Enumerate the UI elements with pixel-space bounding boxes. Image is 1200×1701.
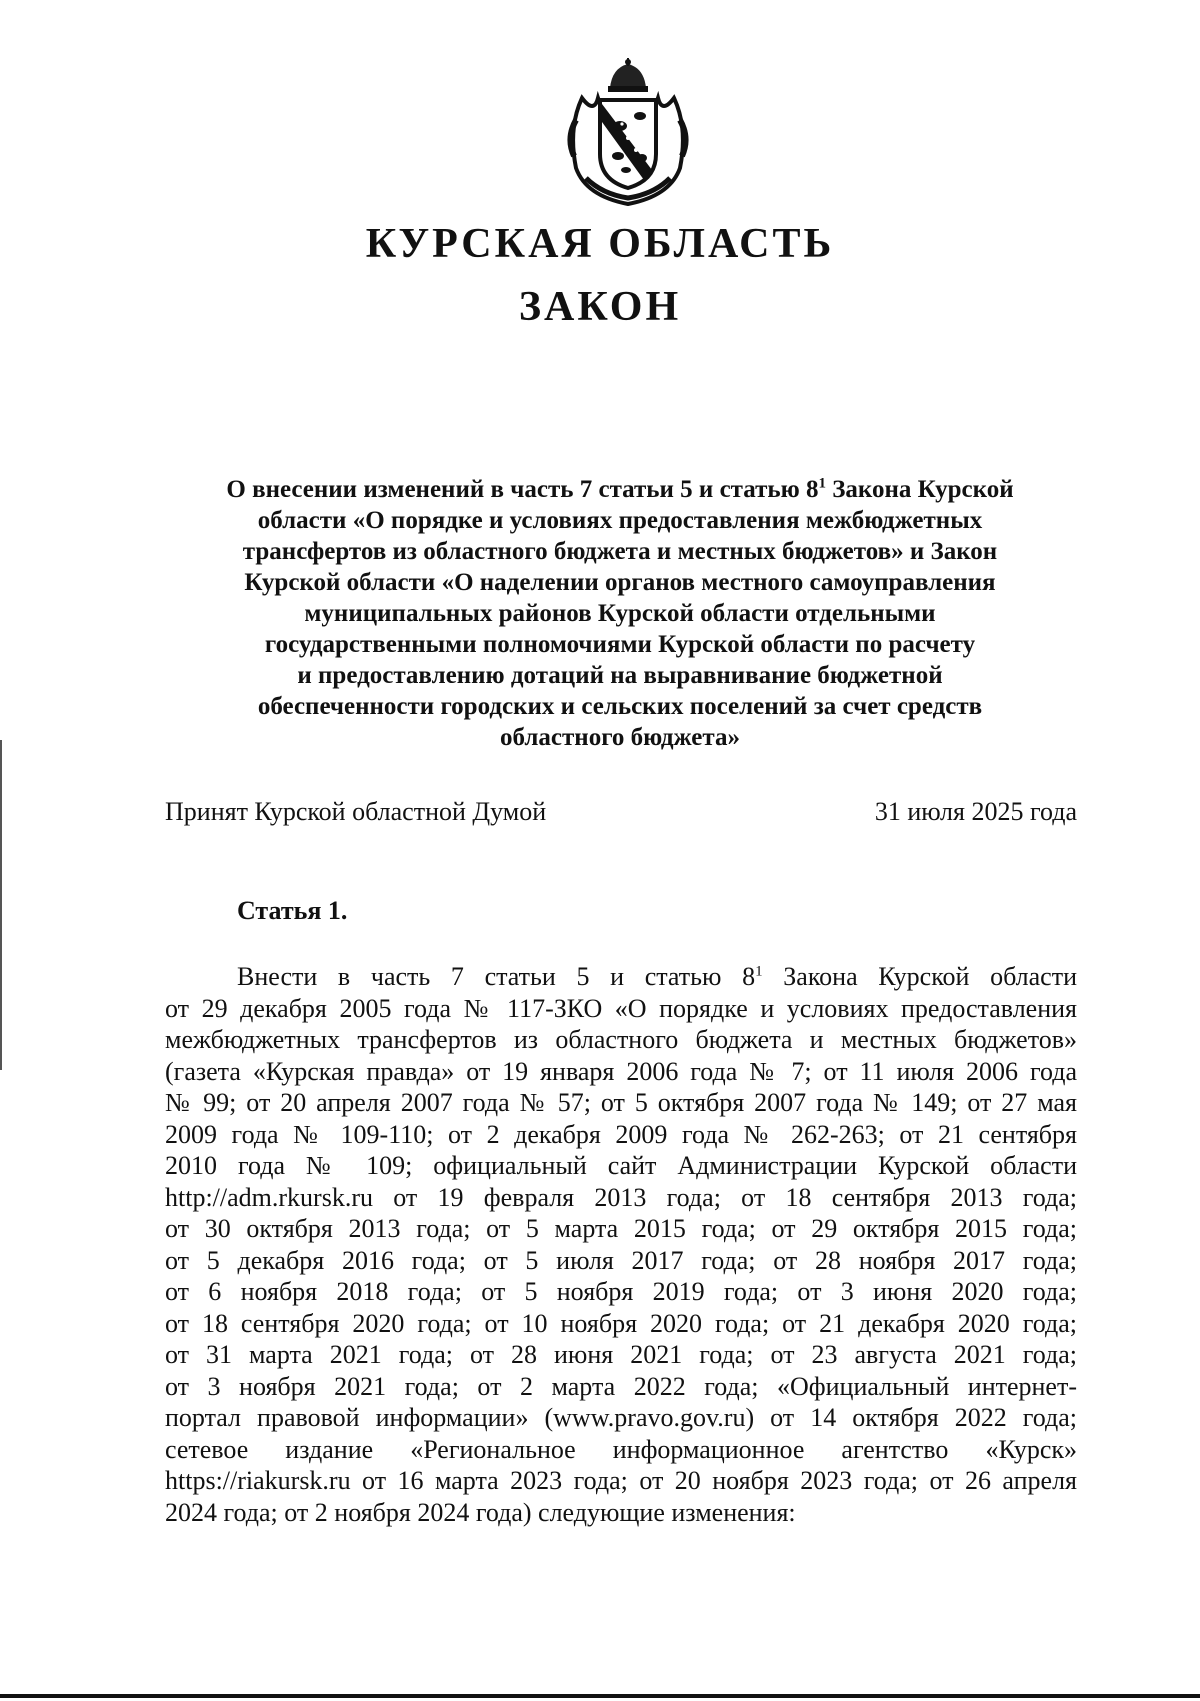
document-type-title: ЗАКОН <box>518 284 682 330</box>
kursk-coat-of-arms-icon <box>562 58 694 208</box>
adoption-line <box>165 797 1077 827</box>
scan-edge-left <box>0 740 2 1070</box>
body-line: (газета «Курская правда» от 19 января 2006 года № 7; от 11 июля 2006 года <box>165 1056 1077 1086</box>
body-line: 2009 года № 109-110; от 2 декабря 2009 года № 262-263; от 21 сентября <box>165 1119 1077 1149</box>
body-line: https://riakursk.ru от 16 марта 2023 года; от 20 ноября 2023 года; от 26 апреля <box>165 1466 1077 1495</box>
body-line: межбюджетных трансфертов из областного бюджета и местных бюджетов» <box>165 1025 1077 1054</box>
body-line: портал правовой информации» (www.pravo.gov.ru) от 14 октября 2022 года; <box>165 1403 1077 1432</box>
body-line: Внести в часть 7 статьи 5 и статью $8^1$ Закона Курской области <box>237 962 1077 991</box>
body-line: сетевое издание «Региональное информационное агентство «Курск» <box>165 1434 1077 1464</box>
body-line: от 29 декабря 2005 года № 117-ЗКО «О порядке и условиях предоставления <box>165 993 1077 1023</box>
adopted-by-text: Принят Курской областной Думой <box>165 797 547 826</box>
article-1-body <box>165 961 1077 1528</box>
law-heading <box>160 474 1080 753</box>
body-line: от 18 сентября 2020 года; от 10 ноября 2020 года; от 21 декабря 2020 года; <box>165 1308 1077 1338</box>
law-heading-line: Курской области «О наделении органов местного самоуправления <box>244 569 996 596</box>
law-heading-line: обеспеченности городских и сельских поселений за счет средств <box>257 693 983 720</box>
law-heading-line: государственными полномочиями Курской области по расчету <box>264 631 976 658</box>
law-heading-line: области «О порядке и условиях предоставления межбюджетных <box>257 507 983 534</box>
scan-edge-bottom <box>0 1694 1200 1698</box>
law-heading-line: и предоставлению дотаций на выравнивание бюджетной <box>297 662 943 689</box>
law-heading-line: О внесении изменений в часть 7 статьи 5 и статью $8^1$ Закона Курской <box>226 475 1014 503</box>
body-line: от 30 октября 2013 года; от 5 марта 2015 года; от 29 октября 2015 года; <box>165 1214 1077 1243</box>
law-heading-line: областного бюджета» <box>500 724 740 751</box>
body-line: № 99; от 20 апреля 2007 года № 57; от 5 октября 2007 года № 149; от 27 мая <box>165 1088 1077 1117</box>
adoption-date: 31 июля 2025 года <box>874 797 1077 826</box>
law-heading-line: трансфертов из областного бюджета и местных бюджетов» и Закон <box>242 538 998 565</box>
body-line: от 3 ноября 2021 года; от 2 марта 2022 года; «Официальный интернет- <box>165 1371 1077 1401</box>
body-line: 2024 года; от 2 ноября 2024 года) следующие изменения: <box>165 1497 796 1527</box>
body-line: http://adm.rkursk.ru от 19 февраля 2013 года; от 18 сентября 2013 года; <box>165 1182 1077 1212</box>
body-line: 2010 года № 109; официальный сайт Администрации Курской области <box>165 1151 1077 1180</box>
body-line: от 31 марта 2021 года; от 28 июня 2021 года; от 23 августа 2021 года; <box>165 1340 1077 1369</box>
law-heading-line: муниципальных районов Курской области отдельными <box>304 600 936 627</box>
article-1-title: Статья 1. <box>237 896 348 925</box>
body-line: от 5 декабря 2016 года; от 5 июля 2017 года; от 28 ноября 2017 года; <box>165 1245 1077 1275</box>
region-title: КУРСКАЯ ОБЛАСТЬ <box>365 221 835 267</box>
body-line: от 6 ноября 2018 года; от 5 ноября 2019 года; от 3 июня 2020 года; <box>165 1277 1077 1306</box>
